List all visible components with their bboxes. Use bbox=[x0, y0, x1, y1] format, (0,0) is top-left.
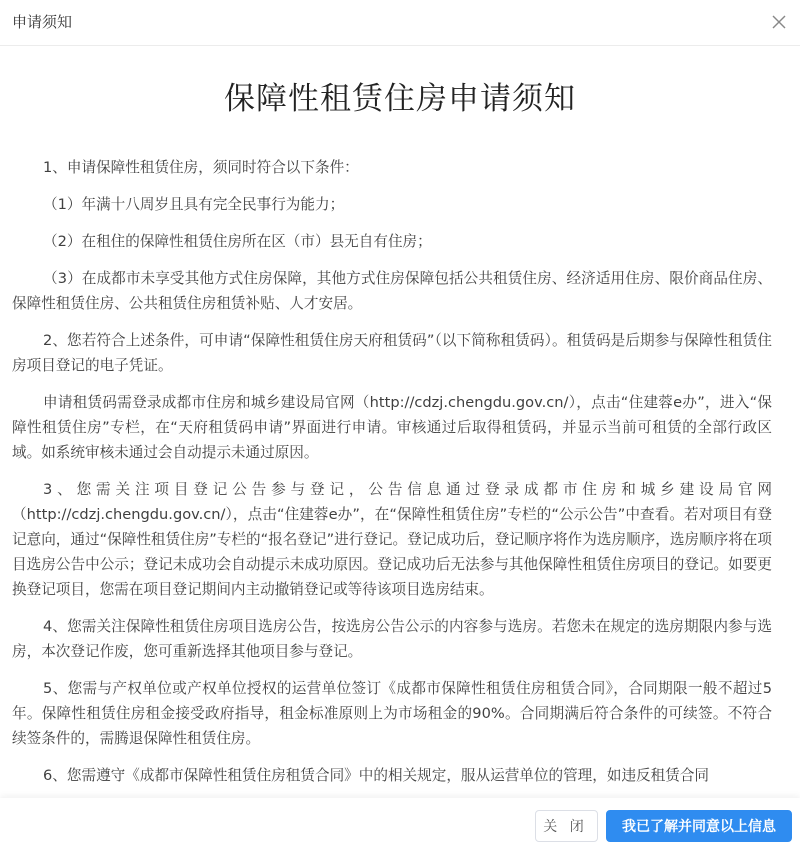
paragraph-1: 1、申请保障性租赁住房，须同时符合以下条件： bbox=[43, 159, 359, 176]
dialog-header bbox=[0, 0, 800, 46]
close-icon[interactable] bbox=[768, 11, 790, 33]
dialog-title: 申请须知 bbox=[12, 13, 73, 31]
document-heading: 保障性租赁住房申请须知 bbox=[224, 81, 576, 117]
paragraph-3: （2）在租住的保障性租赁住房所在区（市）县无自有住房； bbox=[43, 233, 432, 250]
close-icon-glyph bbox=[768, 11, 790, 33]
paragraph-7: 3、您需关注项目登记公告参与登记，公告信息通过登录成都市住房和城乡建设局官网（http://cdzj.chengdu.gov.cn/），点击“住建蓉e办”，在“保障性租赁住房”专栏的“公示公告”中查看。若对项目有登记意向，通过“保障性租赁住房”专栏的“报名登记”进行登记。登记成功后，登记顺序将作为选房顺序，选房顺序将在项目选房公告中公示；登记未成功会自动提示未成功原因。登记成功后无法参与其他保障性租赁住房项目的登记。如要更换登记项目，您需在项目登记期间内主动撤销登记或等待该项目选房结束。 bbox=[12, 481, 772, 598]
agree-button[interactable]: 我已了解并同意以上信息 bbox=[606, 810, 792, 842]
paragraph-8: 4、您需关注保障性租赁住房项目选房公告，按选房公告公示的内容参与选房。若您未在规定的选房期限内参与选房，本次登记作废，您可重新选择其他项目参与登记。 bbox=[12, 618, 772, 660]
paragraph-10: 6、您需遵守《成都市保障性租赁住房租赁合同》中的相关规定，服从运营单位的管理，如违反租赁合同 bbox=[43, 767, 710, 784]
paragraph-6: 申请租赁码需登录成都市住房和城乡建设局官网（http://cdzj.chengdu.gov.cn/），点击“住建蓉e办”，进入“保障性租赁住房”专栏，在“天府租赁码申请”界面进行申请。审核通过后取得租赁码，并显示当前可租赁的全部行政区域。如系统审核未通过会自动提示未通过原因。 bbox=[12, 394, 772, 461]
paragraph-2: （1）年满十八周岁且具有完全民事行为能力； bbox=[43, 196, 345, 213]
document-content bbox=[0, 155, 800, 788]
dialog-body[interactable] bbox=[0, 47, 800, 798]
close-button[interactable]: 关 闭 bbox=[535, 810, 598, 842]
paragraph-5: 2、您若符合上述条件，可申请“保障性租赁住房天府租赁码”（以下简称租赁码）。租赁码是后期参与保障性租赁住房项目登记的电子凭证。 bbox=[12, 332, 772, 374]
dialog-footer bbox=[0, 798, 800, 848]
paragraph-4: （3）在成都市未享受其他方式住房保障，其他方式住房保障包括公共租赁住房、经济适用住房、限价商品住房、保障性租赁住房、公共租赁住房租赁补贴、人才安居。 bbox=[12, 270, 772, 312]
paragraph-9: 5、您需与产权单位或产权单位授权的运营单位签订《成都市保障性租赁住房租赁合同》，合同期限一般不超过5年。保障性租赁住房租金接受政府指导，租金标准原则上为市场租金的90%。合同期满后符合条件的可续签。不符合续签条件的，需腾退保障性租赁住房。 bbox=[12, 680, 772, 747]
